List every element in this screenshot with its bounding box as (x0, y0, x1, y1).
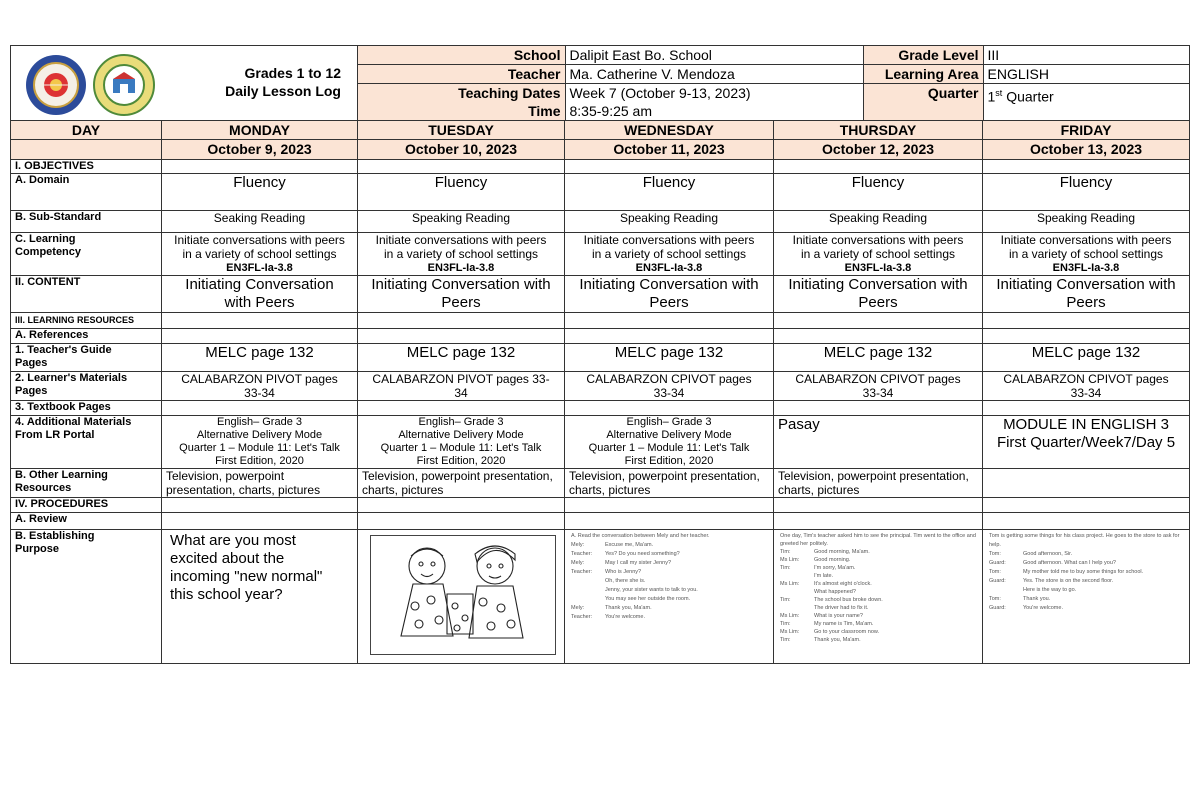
speech: You may see her outside the room. (605, 596, 691, 602)
speaker: Ms Lim: (780, 557, 800, 563)
speaker: Teacher: (571, 614, 593, 620)
review-row (11, 513, 1190, 530)
additional-label-1: 4. Additional Materials (15, 416, 132, 428)
additional-line: English– Grade 3 (217, 416, 302, 428)
conversation-line (780, 572, 976, 580)
dates-value: Week 7 (October 9-13, 2023) (569, 85, 751, 101)
content-wednesday (565, 276, 774, 313)
conversation-line (989, 577, 1183, 586)
speaker: Guard: (989, 605, 1006, 611)
speaker: Mely: (571, 605, 585, 611)
speech: What happened? (814, 589, 856, 595)
conversation-intro: Tom is getting some things for his class project. He goes to the store to ask for help. (989, 533, 1180, 548)
domain-tuesday: Fluency (358, 174, 565, 211)
speaker: Tom: (989, 551, 1001, 557)
purpose-label-2: Purpose (15, 543, 60, 555)
dates-label: Teaching Dates (458, 85, 561, 101)
content-line: Peers (858, 294, 898, 311)
tg-label-1: 1. Teacher's Guide (15, 344, 112, 356)
other-resources-label (11, 469, 162, 498)
content-monday (162, 276, 358, 313)
speaker: Ms Lim: (780, 613, 800, 619)
lm-line: CALABARZON CPIVOT pages (795, 372, 961, 386)
speech: You're welcome. (1023, 605, 1063, 611)
purpose-friday (983, 530, 1190, 664)
additional-thursday: Pasay (774, 416, 983, 469)
speaker: Tim: (780, 565, 791, 571)
speaker (989, 586, 1023, 595)
other-line: charts, pictures (778, 483, 860, 497)
substandard-monday: Seaking Reading (162, 211, 358, 233)
references-label: A. References (11, 329, 162, 344)
learners-materials-row (11, 372, 1190, 401)
other-line: presentation, charts, pictures (166, 483, 321, 497)
speaker: Teacher: (571, 569, 593, 575)
speech: The school bus broke down. (814, 597, 883, 603)
lm-line: 34 (454, 386, 468, 400)
substandard-thursday: Speaking Reading (774, 211, 983, 233)
lm-line: CALABARZON PIVOT pages (181, 372, 338, 386)
content-line: Initiating Conversation with (788, 276, 968, 293)
additional-line: First Edition, 2020 (624, 455, 714, 467)
day-friday: FRIDAY (983, 121, 1190, 140)
speech: It's almost eight o'clock. (814, 581, 872, 587)
speech: May I call my sister Jenny? (605, 560, 672, 566)
speaker: Guard: (989, 578, 1006, 584)
competency-code: EN3FL-Ia-3.8 (844, 262, 912, 274)
quarter-num: 1 (987, 88, 996, 105)
speaker: Tim: (780, 621, 791, 627)
additional-line: First Edition, 2020 (215, 455, 304, 467)
other-thursday (774, 469, 983, 498)
content-line: Peers (1066, 294, 1106, 311)
speaker: Guard: (989, 560, 1006, 566)
competency-line: Initiate conversations with peers (583, 233, 755, 247)
textbook-row (11, 401, 1190, 416)
lm-line: 33-34 (862, 386, 894, 400)
conversation-line (571, 595, 767, 604)
additional-monday (162, 416, 358, 469)
competency-tuesday (358, 233, 565, 276)
other-line: Television, powerpoint presentation, (569, 469, 760, 483)
date-wednesday: October 11, 2023 (565, 140, 774, 160)
competency-line: Initiate conversations with peers (375, 233, 547, 247)
speaker: Tim: (780, 637, 791, 643)
header-row (11, 46, 1190, 121)
day-label: DAY (11, 121, 162, 140)
teacher-label: Teacher (358, 65, 565, 84)
speaker (780, 588, 814, 596)
conversation-line (571, 613, 767, 622)
teacher-value: Ma. Catherine V. Mendoza (565, 65, 863, 84)
lm-line: 33-34 (1070, 386, 1102, 400)
content-thursday (774, 276, 983, 313)
grade-level-value: III (983, 46, 1190, 65)
domain-thursday: Fluency (774, 174, 983, 211)
purpose-monday (162, 530, 358, 664)
domain-label: A. Domain (11, 174, 162, 211)
resources-row (11, 313, 1190, 329)
dates-row (11, 140, 1190, 160)
time-value: 8:35-9:25 am (569, 103, 652, 119)
speech: Go to your classroom now. (814, 629, 880, 635)
other-wednesday (565, 469, 774, 498)
title-line-1: Grades 1 to 12 (244, 65, 341, 81)
competency-monday (162, 233, 358, 276)
substandard-friday: Speaking Reading (983, 211, 1190, 233)
conversation-line (571, 541, 767, 550)
competency-friday (983, 233, 1190, 276)
conversation-line (989, 550, 1183, 559)
additional-line: English– Grade 3 (626, 416, 712, 428)
speaker: Ms Lim: (780, 581, 800, 587)
lm-line: 33-34 (653, 386, 685, 400)
domain-wednesday: Fluency (565, 174, 774, 211)
time-label: Time (528, 103, 561, 119)
learning-area-label: Learning Area (863, 65, 983, 84)
content-row (11, 276, 1190, 313)
conversation-line (989, 568, 1183, 577)
additional-tuesday (358, 416, 565, 469)
lm-wednesday (565, 372, 774, 401)
tg-friday: MELC page 132 (983, 344, 1190, 372)
speech: Good afternoon, Sir. (1023, 551, 1073, 557)
purpose-label-1: B. Establishing (15, 530, 95, 542)
speech: Yes? Do you need something? (605, 551, 680, 557)
purpose-wednesday (565, 530, 774, 664)
speaker (780, 572, 814, 580)
competency-code: EN3FL-Ia-3.8 (635, 262, 703, 274)
quarter-sup: st (995, 88, 1003, 98)
substandard-tuesday: Speaking Reading (358, 211, 565, 233)
other-line: charts, pictures (569, 483, 651, 497)
quarter-word: Quarter (1002, 88, 1054, 105)
competency-code: EN3FL-Ia-3.8 (1052, 262, 1120, 274)
speech: Good morning. (814, 557, 851, 563)
day-names-row (11, 121, 1190, 140)
tom-conversation (989, 532, 1183, 613)
conversation-line (780, 548, 976, 556)
additional-line: Alternative Delivery Mode (606, 429, 732, 441)
speech: Thank you, Ma'am. (814, 637, 861, 643)
competency-code: EN3FL-Ia-3.8 (427, 262, 495, 274)
lm-line: CALABARZON CPIVOT pages (1003, 372, 1169, 386)
textbook-label: 3. Textbook Pages (11, 401, 162, 416)
speech: Good afternoon. What can I help you? (1023, 560, 1116, 566)
teachers-guide-row (11, 344, 1190, 372)
speech: The driver had to fix it. (814, 605, 869, 611)
purpose-label (11, 530, 162, 664)
conversation-line (571, 586, 767, 595)
competency-thursday (774, 233, 983, 276)
additional-line: Alternative Delivery Mode (196, 429, 323, 441)
competency-line: in a variety of school settings (182, 247, 337, 261)
conversation-intro: One day, Tim's teacher asked him to see the principal. Tim went to the office and greeted her politely. (780, 533, 976, 547)
conversation-line (780, 556, 976, 564)
mely-conversation (571, 532, 767, 622)
competency-code: EN3FL-Ia-3.8 (226, 262, 293, 274)
competency-label-1: C. Learning (15, 233, 76, 245)
date-thursday: October 12, 2023 (774, 140, 983, 160)
day-wednesday: WEDNESDAY (565, 121, 774, 140)
day-monday: MONDAY (162, 121, 358, 140)
competency-line: in a variety of school settings (591, 247, 747, 261)
speech: Thank you, Ma'am. (605, 605, 652, 611)
content-line: Initiating Conversation (185, 276, 334, 293)
conversation-line (780, 612, 976, 620)
content-line: Initiating Conversation with (371, 276, 551, 293)
conversation-line (571, 604, 767, 613)
day-thursday: THURSDAY (774, 121, 983, 140)
purpose-tuesday (358, 530, 565, 664)
additional-line: Quarter 1 – Module 11: Let's Talk (380, 442, 542, 454)
conversation-line (989, 604, 1183, 613)
conversation-line (780, 620, 976, 628)
speaker: Mely: (571, 542, 585, 548)
other-line: Television, powerpoint presentation, (362, 469, 553, 483)
additional-wednesday (565, 416, 774, 469)
speech: You're welcome. (605, 614, 645, 620)
competency-line: in a variety of school settings (383, 247, 539, 261)
other-label-2: Resources (15, 482, 72, 494)
kids-picture-frame (370, 535, 556, 655)
speech: I'm late. (814, 573, 834, 579)
conversation-line (780, 636, 976, 644)
lm-line: CALABARZON CPIVOT pages (586, 372, 752, 386)
grade-level-label: Grade Level (863, 46, 983, 65)
additional-line: English– Grade 3 (418, 416, 504, 428)
content-friday (983, 276, 1190, 313)
speech: Jenny, your sister wants to talk to you. (605, 587, 698, 593)
tg-tuesday: MELC page 132 (358, 344, 565, 372)
date-monday: October 9, 2023 (162, 140, 358, 160)
speech: Yes. The store is on the second floor. (1023, 578, 1114, 584)
dates-row-blank (11, 140, 162, 160)
speech: I'm sorry, Ma'am. (814, 565, 856, 571)
speech: Here is the way to go. (1023, 587, 1077, 593)
purpose-thursday (774, 530, 983, 664)
kids-talking-illustration (371, 536, 555, 654)
tg-thursday: MELC page 132 (774, 344, 983, 372)
speaker: Mely: (571, 560, 585, 566)
tg-wednesday: MELC page 132 (565, 344, 774, 372)
purpose-question: What are you most excited about the incoming "new normal" this school year? (170, 532, 323, 603)
domain-friday: Fluency (983, 174, 1190, 211)
lm-label-1: 2. Learner's Materials (15, 372, 128, 384)
conversation-line (780, 580, 976, 588)
speech: Good morning, Ma'am. (814, 549, 870, 555)
teachers-guide-label (11, 344, 162, 372)
conversation-lines (571, 541, 767, 622)
content-line: with Peers (224, 294, 295, 311)
conversation-line (780, 604, 976, 612)
conversation-lines (989, 550, 1183, 613)
additional-materials-label (11, 416, 162, 469)
speech: My name is Tim, Ma'am. (814, 621, 874, 627)
conversation-line (989, 595, 1183, 604)
substandard-row (11, 211, 1190, 233)
speaker: Tom: (989, 569, 1001, 575)
competency-line: in a variety of school settings (1008, 247, 1164, 261)
lm-line: 33-34 (244, 386, 275, 400)
school-value: Dalipit East Bo. School (565, 46, 863, 65)
lm-monday (162, 372, 358, 401)
learning-area-value: ENGLISH (983, 65, 1190, 84)
speech: My mother told me to buy some things for school. (1023, 569, 1144, 575)
competency-line: Initiate conversations with peers (792, 233, 964, 247)
content-line: Peers (649, 294, 689, 311)
conversation-line (780, 596, 976, 604)
procedures-label: IV. PROCEDURES (11, 498, 162, 513)
deped-seal-icon (25, 54, 87, 116)
content-line: Initiating Conversation with (579, 276, 759, 293)
conversation-line (780, 564, 976, 572)
other-line: Television, powerpoint presentation, (778, 469, 969, 483)
additional-label-2: From LR Portal (15, 429, 95, 441)
domain-monday: Fluency (162, 174, 358, 211)
speech: What is your name? (814, 613, 863, 619)
content-line: Peers (441, 294, 481, 311)
additional-friday (983, 416, 1190, 469)
teaching-dates-value (565, 84, 863, 121)
quarter-label: Quarter (863, 84, 983, 121)
lm-friday (983, 372, 1190, 401)
content-line: Initiating Conversation with (996, 276, 1176, 293)
quarter-value (983, 84, 1190, 121)
learners-materials-label (11, 372, 162, 401)
school-seal-icon (93, 54, 155, 116)
procedures-row (11, 498, 1190, 513)
other-line: charts, pictures (362, 483, 444, 497)
header-info (358, 46, 1190, 121)
speaker (780, 604, 814, 612)
other-line: Television, powerpoint (166, 469, 285, 483)
lm-line: CALABARZON PIVOT pages 33- (372, 372, 550, 386)
review-label: A. Review (11, 513, 162, 530)
speaker (571, 586, 605, 595)
conversation-lines (780, 548, 976, 644)
school-label: School (358, 46, 565, 65)
title-line-2: Daily Lesson Log (225, 83, 341, 99)
tg-monday: MELC page 132 (162, 344, 358, 372)
objectives-row (11, 160, 1190, 174)
tim-conversation (780, 532, 976, 644)
competency-line: in a variety of school settings (800, 247, 956, 261)
other-resources-row (11, 469, 1190, 498)
content-label: II. CONTENT (11, 276, 162, 313)
conversation-line (780, 628, 976, 636)
competency-line: Initiate conversations with peers (174, 233, 345, 247)
purpose-row (11, 530, 1190, 664)
speaker: Tim: (780, 549, 791, 555)
speech: Oh, there she is. (605, 578, 646, 584)
logos (25, 50, 155, 116)
tg-label-2: Pages (15, 357, 48, 369)
log-title (225, 46, 343, 100)
teaching-dates-label (358, 84, 565, 121)
competency-row (11, 233, 1190, 276)
speaker: Teacher: (571, 551, 593, 557)
speech: Who is Jenny? (605, 569, 642, 575)
competency-label (11, 233, 162, 276)
additional-materials-row (11, 416, 1190, 469)
additional-line: First Edition, 2020 (416, 455, 506, 467)
other-friday (983, 469, 1190, 498)
conversation-line (571, 559, 767, 568)
speaker: Ms Lim: (780, 629, 800, 635)
speaker (571, 595, 605, 604)
lm-thursday (774, 372, 983, 401)
domain-row (11, 174, 1190, 211)
conversation-line (780, 588, 976, 596)
references-row (11, 329, 1190, 344)
conversation-title: A. Read the conversation between Mely and her teacher. (571, 533, 710, 539)
other-label-1: B. Other Learning (15, 469, 108, 481)
competency-label-2: Competency (15, 246, 82, 258)
substandard-wednesday: Speaking Reading (565, 211, 774, 233)
other-monday (162, 469, 358, 498)
additional-line: First Quarter/Week7/Day 5 (996, 434, 1176, 451)
date-tuesday: October 10, 2023 (358, 140, 565, 160)
speech: Thank you. (1023, 596, 1051, 602)
header-left (11, 46, 358, 121)
conversation-line (571, 550, 767, 559)
day-tuesday: TUESDAY (358, 121, 565, 140)
resources-label: III. LEARNING RESOURCES (11, 313, 162, 329)
competency-line: Initiate conversations with peers (1000, 233, 1172, 247)
additional-line: Alternative Delivery Mode (398, 429, 524, 441)
lm-tuesday (358, 372, 565, 401)
lesson-log (10, 45, 1189, 664)
date-friday: October 13, 2023 (983, 140, 1190, 160)
content-tuesday (358, 276, 565, 313)
substandard-label: B. Sub-Standard (11, 211, 162, 233)
conversation-line (989, 586, 1183, 595)
additional-line: MODULE IN ENGLISH 3 (1003, 416, 1169, 433)
conversation-line (989, 559, 1183, 568)
speech: Excuse me, Ma'am. (605, 542, 654, 548)
conversation-line (571, 577, 767, 586)
objectives-label: I. OBJECTIVES (11, 160, 162, 174)
conversation-line (571, 568, 767, 577)
speaker: Tom: (989, 596, 1001, 602)
other-tuesday (358, 469, 565, 498)
header-info-table (358, 46, 1190, 120)
additional-line: Quarter 1 – Module 11: Let's Talk (179, 442, 340, 454)
speaker (571, 577, 605, 586)
lesson-log-table (10, 45, 1190, 664)
speaker: Tim: (780, 597, 791, 603)
additional-line: Quarter 1 – Module 11: Let's Talk (588, 442, 750, 454)
lm-label-2: Pages (15, 385, 48, 397)
competency-wednesday (565, 233, 774, 276)
